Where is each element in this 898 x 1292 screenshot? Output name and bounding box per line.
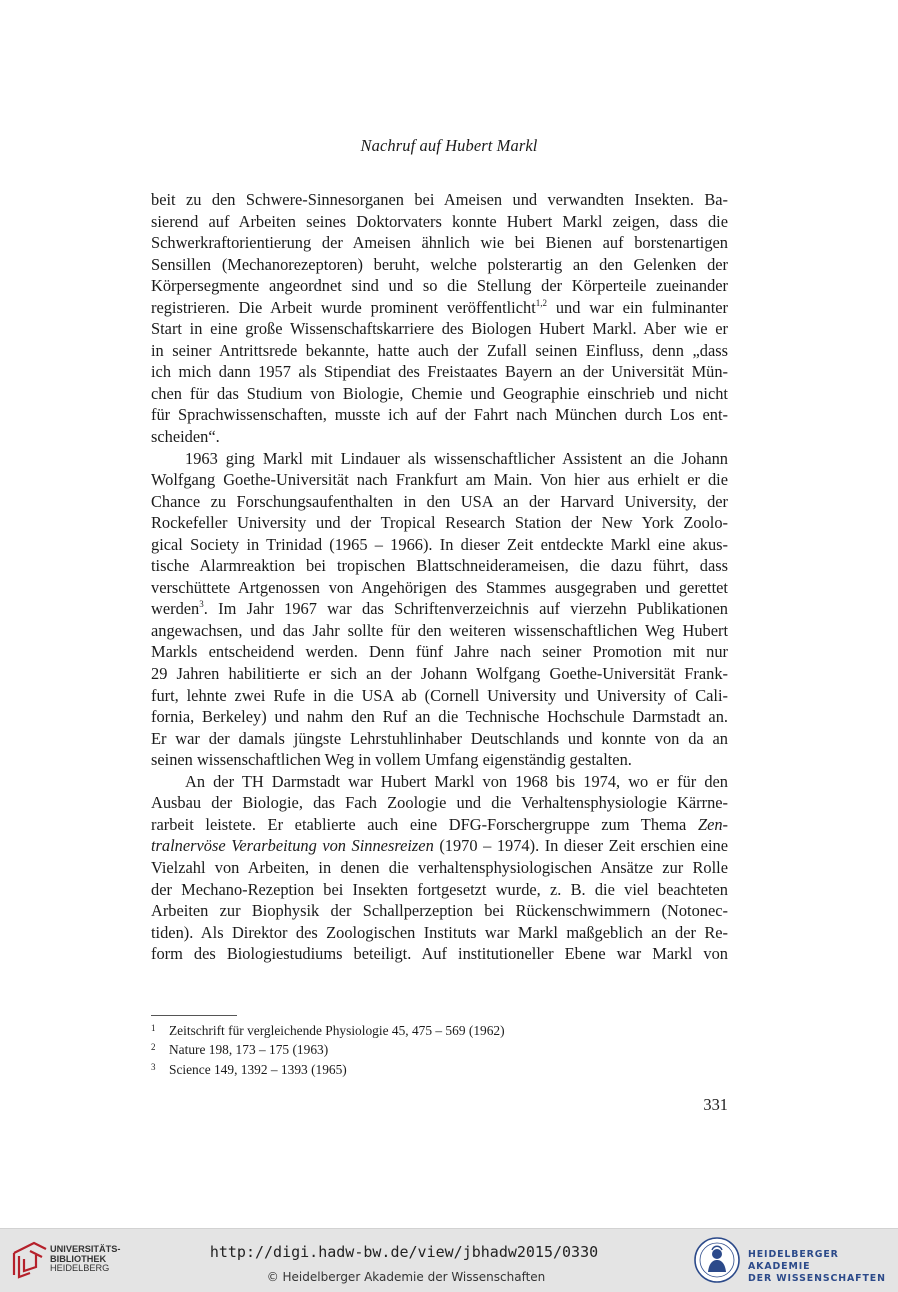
text-line: Schwerkraftorientierung der Ameisen ähnlich wie bei Bienen auf borstenartigen [151,233,728,253]
footnote-ref[interactable]: 1,2 [535,297,548,308]
text-line: Wolfgang Goethe-Universität nach Frankfurt am Main. Von hier aus erhielt er die [151,470,728,490]
footnote-number: 2 [151,1042,156,1053]
footnote-divider [151,1015,237,1016]
academy-name [748,1249,898,1285]
text-line: Er war der damals jüngste Lehrstuhlinhaber Deutschlands und konnte von da an [151,728,728,748]
copyright-notice: © Heidelberger Akademie der Wissenschaften [266,1270,546,1284]
text-line [151,297,728,319]
page-number: 331 [703,1095,728,1114]
text-run: . Im Jahr 1967 war das Schriftenverzeichnis auf vierzehn Publikationen [203,599,728,619]
text-line: An der TH Darmstadt war Hubert Markl von 1968 bis 1974, wo er für den [185,771,728,791]
footnote-text: Science 149, 1392 – 1393 (1965) [169,1061,347,1077]
text-line: seinen wissenschaftlichen Weg in vollem Umfang eigenständig gestalten. [151,750,632,770]
footnote-number: 3 [151,1061,156,1072]
text-line: der Mechano-Rezeption bei Insekten fortgesetzt wurde, z. B. die viel beachteten [151,879,728,899]
footnote [151,1059,728,1078]
text-line [151,835,728,857]
text-line: Start in eine große Wissenschaftskarriere des Biologen Hubert Markl. Aber wie er [151,319,728,339]
text-line: Ausbau der Biologie, das Fach Zoologie und die Verhaltensphysiologie Kärrne- [151,793,728,813]
text-line: scheiden“. [151,427,220,447]
text-line: Vielzahl von Arbeiten, in denen die verhaltensphysiologischen Ansätze zur Rolle [151,857,728,877]
footnote [151,1020,728,1039]
library-name-line: BIBLIOTHEK [50,1253,107,1264]
text-line: in seiner Antrittsrede bekannte, hatte auch der Zufall seinen Einfluss, denn „dass [151,340,728,360]
text-run: werden [151,599,200,619]
text-run: registrieren. Die Arbeit wurde prominent veröffentlicht [151,297,536,317]
footnote-text: Zeitschrift für vergleichende Physiologie 45, 475 – 569 (1962) [169,1023,505,1038]
text-line [151,598,728,620]
text-line: beit zu den Schwere-Sinnesorganen bei Ameisen und verwandten Insekten. Ba- [151,190,728,209]
footer-bar [0,1228,898,1292]
text-line: chen für das Studium von Biologie, Chemie und Geographie einschrieb und nicht [151,383,728,403]
academy-name-line: HEIDELBERGER AKADEMIE [748,1249,839,1272]
footnote-ref[interactable]: 3 [199,599,204,610]
text-line: tiden). Als Direktor des Zoologischen Instituts war Markl maßgeblich an der Re- [151,922,728,942]
italic-run: tralnervöse Verarbeitung von Sinnesreizen [151,836,434,856]
text-line [151,814,728,836]
footnote-number: 1 [151,1023,156,1033]
text-line: tische Alarmreaktion bei tropischen Blattschneiderameisen, die dazu führt, dass [151,556,728,576]
library-name-line: HEIDELBERG [50,1263,110,1274]
text-run: (1970 – 1974). In dieser Zeit erschien eine [433,836,728,856]
text-line: Körpersegmente angeordnet sind und so die Stellung der Körperteile zueinander [151,276,728,296]
text-line: Rockefeller University und der Tropical Research Station der New York Zoolo- [151,513,728,533]
text-run: rarbeit leistete. Er etablierte auch eine DFG-Forschergruppe zum Thema [151,814,698,834]
text-line: 1963 ging Markl mit Lindauer als wissenschaftlicher Assistent an die Johann [185,448,728,468]
text-line: form des Biologiestudiums beteiligt. Auf institutioneller Ebene war Markl von [151,944,728,964]
text-line: Arbeiten zur Biophysik der Schallperzeption bei Rückenschwimmern (Notonec- [151,901,728,921]
text-line: Markls entscheidend werden. Denn fünf Jahre nach seiner Promotion mit nur [151,642,728,662]
text-line: ich mich dann 1957 als Stipendiat des Freistaates Bayern an der Universität Mün- [151,362,728,382]
text-line: Chance zu Forschungsaufenthalten in den USA an der Harvard University, der [151,491,728,511]
academy-seal-icon[interactable] [693,1236,741,1284]
permalink-url[interactable]: http://digi.hadw-bw.de/view/jbhadw2015/0330 [209,1243,599,1261]
text-line: angewachsen, und das Jahr sollte für den weiteren wissenschaftlichen Weg Hubert [151,620,728,640]
footnote [151,1039,728,1058]
footnote-text: Nature 198, 173 – 175 (1963) [169,1042,329,1058]
text-line: fornia, Berkeley) und nahm den Ruf an die Technische Hochschule Darmstadt an. [151,707,728,727]
text-line: sierend auf Arbeiten seines Doktorvaters konnte Hubert Markl zeigen, dass die [151,211,728,231]
footnotes [151,1020,728,1078]
running-head: Nachruf auf Hubert Markl [360,136,538,155]
italic-run: Zen- [697,814,728,834]
text-line: verschüttete Artgenossen von Angehörigen des Stammes ausgegraben und gerettet [151,577,728,597]
text-line: 29 Jahren habilitierte er sich an der Johann Wolfgang Goethe-Universität Frank- [151,664,728,684]
body-text [151,189,728,965]
academy-name-line: DER WISSENSCHAFTEN [748,1273,886,1284]
text-line: furt, lehnte zwei Rufe in die USA ab (Cornell University und University of Cali- [151,685,728,705]
text-line: für Sprachwissenschaften, musste ich auf der Fahrt nach München durch Los ent- [151,405,728,425]
library-name-line: UNIVERSITÄTS- [50,1244,121,1254]
text-run: und war ein fulminanter [547,297,728,317]
text-line: Sensillen (Mechanorezeptoren) beruht, welche polsterartig an den Gelenken der [151,254,728,274]
text-line: gical Society in Trinidad (1965 – 1966). In dieser Zeit entdeckte Markl eine akus- [151,534,728,554]
